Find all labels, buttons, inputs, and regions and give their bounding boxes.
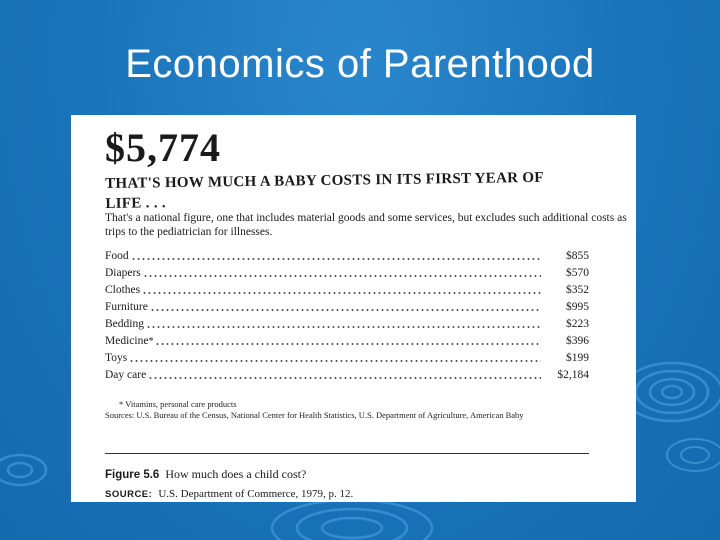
cost-label: Bedding xyxy=(105,318,144,330)
slide-title: Economics of Parenthood xyxy=(125,42,595,86)
leader-dots xyxy=(129,360,541,362)
leader-dots xyxy=(150,309,541,311)
leader-dots xyxy=(155,343,541,345)
footnote: * Vitamins, personal care products xyxy=(119,399,237,409)
leader-dots xyxy=(131,258,541,260)
cost-amount: $995 xyxy=(566,301,589,313)
figure-source xyxy=(105,488,353,500)
total-cost: $5,774 xyxy=(105,125,221,170)
cost-row-day-care xyxy=(105,367,589,384)
leader-dots xyxy=(142,292,541,294)
cost-row-clothes xyxy=(105,282,589,299)
leader-dots xyxy=(146,326,541,328)
cost-label: Toys xyxy=(105,352,128,364)
cost-amount: $223 xyxy=(566,318,589,330)
figure-label: Figure 5.6 xyxy=(105,469,160,481)
leader-dots xyxy=(143,275,541,277)
cost-list xyxy=(105,248,589,384)
cost-amount: $199 xyxy=(566,352,589,364)
cost-label: Diapers xyxy=(105,267,141,279)
cost-label: Day care xyxy=(105,369,147,381)
cost-row-diapers xyxy=(105,265,589,282)
scanned-figure xyxy=(71,115,636,502)
figure-caption xyxy=(105,467,306,482)
cost-row-bedding xyxy=(105,316,589,333)
divider xyxy=(105,453,589,454)
cost-label: Furniture xyxy=(105,301,148,313)
cost-label: Clothes xyxy=(105,284,141,296)
cost-row-medicine: Medicine * $396 xyxy=(105,333,589,350)
cost-label: Medicine xyxy=(105,335,149,347)
cost-amount: $396 xyxy=(566,335,589,347)
source-text: U.S. Department of Commerce, 1979, p. 12. xyxy=(158,488,354,500)
cost-amount: $2,184 xyxy=(557,369,589,381)
headline: THAT'S HOW MUCH A BABY COSTS IN ITS FIRST YEAR OF LIFE . . . xyxy=(105,169,544,212)
footnotes xyxy=(105,399,535,420)
figure-caption-text: How much does a child cost? xyxy=(165,467,307,481)
leader-dots xyxy=(148,377,541,379)
sources-note: Sources: U.S. Bureau of the Census, National Center for Health Statistics, U.S. Department of Agriculture, American Baby xyxy=(105,409,524,420)
cost-row-food xyxy=(105,248,589,265)
cost-label: Food xyxy=(105,250,129,262)
cost-amount: $570 xyxy=(566,267,589,279)
cost-amount: $352 xyxy=(566,284,589,296)
source-label: SOURCE: xyxy=(105,489,153,500)
cost-row-furniture xyxy=(105,299,589,316)
cost-row-toys xyxy=(105,350,589,367)
description: That's a national figure, one that includes material goods and some services, but excludes such additional costs as trips to the pediatrician for illnesses. xyxy=(105,212,627,238)
cost-amount: $855 xyxy=(566,250,589,262)
